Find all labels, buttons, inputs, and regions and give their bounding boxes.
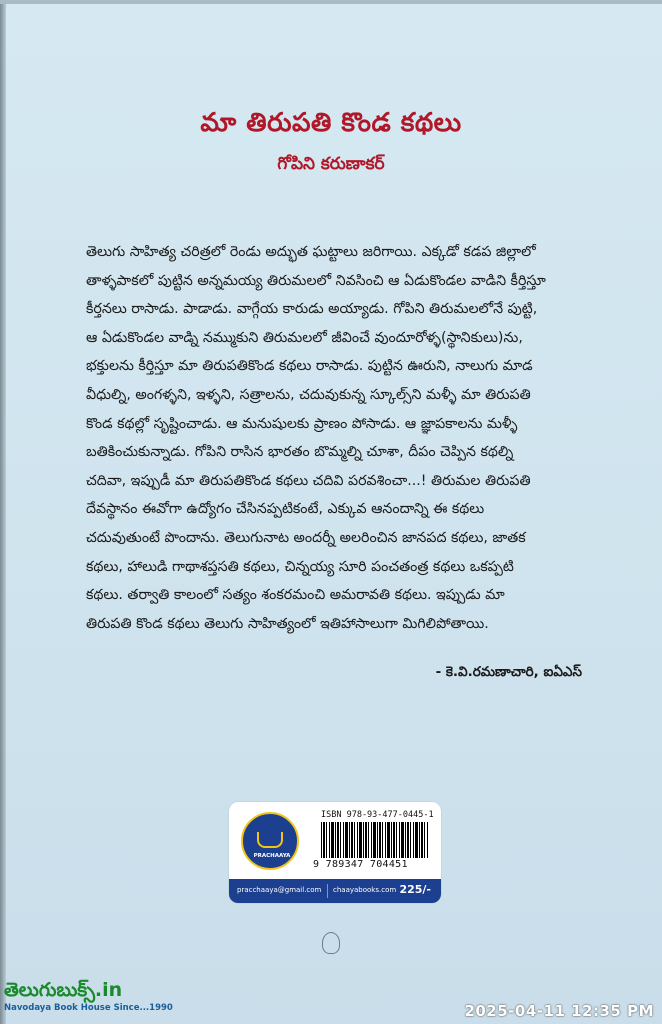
isbn-card	[229, 802, 441, 903]
publisher-email: pracchaaya@gmail.com	[237, 886, 322, 894]
book-price: 225/-	[399, 883, 431, 896]
blurb-line: తెలుగు సాహిత్య చరిత్రలో రెండు అద్భుత ఘట్టాలు జరిగాయి. ఎక్కడో కడప జిల్లాలో	[86, 244, 536, 260]
blurb-line: ఆ ఏడుకొండల వాడ్ని నమ్ముకుని తిరుమలలో జీవించే వుందూరోళ్ళ(స్థానికులు)ను,	[86, 329, 523, 346]
photo-timestamp: 2025-04-11 12:35 PM	[464, 1002, 654, 1020]
blurb-line: చదువుతుంటే పొందాను. తెలుగునాట అందర్నీ అలరించిన జానపద కథలు, జాతక	[86, 529, 526, 546]
blurb-line: కథలు. తర్వాతి కాలంలో సత్యం శంకరమంచి అమరావతి కథలు. ఇప్పుడు మా	[86, 587, 505, 604]
publisher-logo	[241, 812, 299, 870]
blurb-line: వీధుల్ని, అంగళ్ళని, ఇళ్ళని, సత్రాలను, చదువుకున్న స్కూల్స్‌ని మళ్ళీ మా తిరుపతి	[86, 386, 531, 403]
barcode-digits: 9 789347 704451	[313, 859, 408, 870]
publisher-website: chaayabooks.com	[333, 886, 397, 894]
blurb-line: తిరుపతి కొండ కథలు తెలుగు సాహిత్యంలో ఇతిహాసాలుగా మిగిలిపోతాయి.	[86, 615, 489, 632]
isbn-card-footer	[229, 879, 441, 903]
blurb-line: బతికించుకున్నాడు. గోపిని రాసిన భారతం బొమ్మల్ని చూశా, దీపం చెప్పిన కథల్ని	[86, 444, 514, 461]
blurb-line: కొండ కథల్లో సృష్టించాడు. ఆ మనుషులకు ప్రాణం పోసాడు. ఆ జ్ఞాపకాలను మళ్ళీ	[86, 415, 518, 432]
blurb-line: దేవస్థానం ఈవోగా ఉద్యోగం చేసినప్పటికంటే, ఎక్కువ ఆనందాన్ని ఈ కథలు	[86, 501, 485, 518]
top-edge	[0, 0, 662, 4]
site-watermark	[4, 979, 173, 1019]
watermark-subtitle: Navodaya Book House Since...1990	[4, 1003, 173, 1013]
isbn-number: ISBN 978-93-477-0445-1	[321, 810, 434, 820]
blurb-line: భక్తులను కీర్తిస్తూ మా తిరుపతికొండ కథలు రాసాడు. పుట్టిన ఊరుని, నాలుగు మాడ	[86, 358, 533, 375]
blurb-line: కీర్తనలు రాసాడు. పాడాడు. వాగ్గేయ కారుడు అయ్యాడు. గోపిని తిరుమలలోనే పుట్టి,	[86, 301, 538, 318]
book-icon	[257, 832, 283, 848]
publisher-logo-text: PRACHAAYA	[253, 853, 291, 859]
watermark-site-name: తెలుగుబుక్స్.in	[4, 979, 123, 1001]
barcode	[321, 822, 429, 858]
blurb-line: చదివా, ఇప్పుడీ మా తిరుపతికొండ కథలు చదివి పరవశించా...! తిరుమల తిరుపతి	[86, 472, 531, 489]
book-title: మా తిరుపతి కొండ కథలు	[200, 108, 462, 138]
blurb-signature: - కె.వి.రమణాచారి, ఐఏఎస్	[435, 664, 582, 680]
blurb-line: తాళ్ళపాకలో పుట్టిన అన్నమయ్య తిరుమలలో నివసించి ఆ ఏడుకొండల వాడిని కీర్తిస్తూ	[86, 272, 546, 289]
book-author: గోపిని కరుణాకర్	[277, 154, 385, 174]
press-emblem-icon	[322, 932, 340, 954]
footer-divider	[327, 884, 328, 898]
blurb-line: కథలు, హాలుడి గాథాశప్తసతి కథలు, చిన్నయ్య సూరి పంచతంత్ర కథలు ఒకప్పటి	[86, 558, 514, 575]
blurb-text	[86, 238, 644, 638]
